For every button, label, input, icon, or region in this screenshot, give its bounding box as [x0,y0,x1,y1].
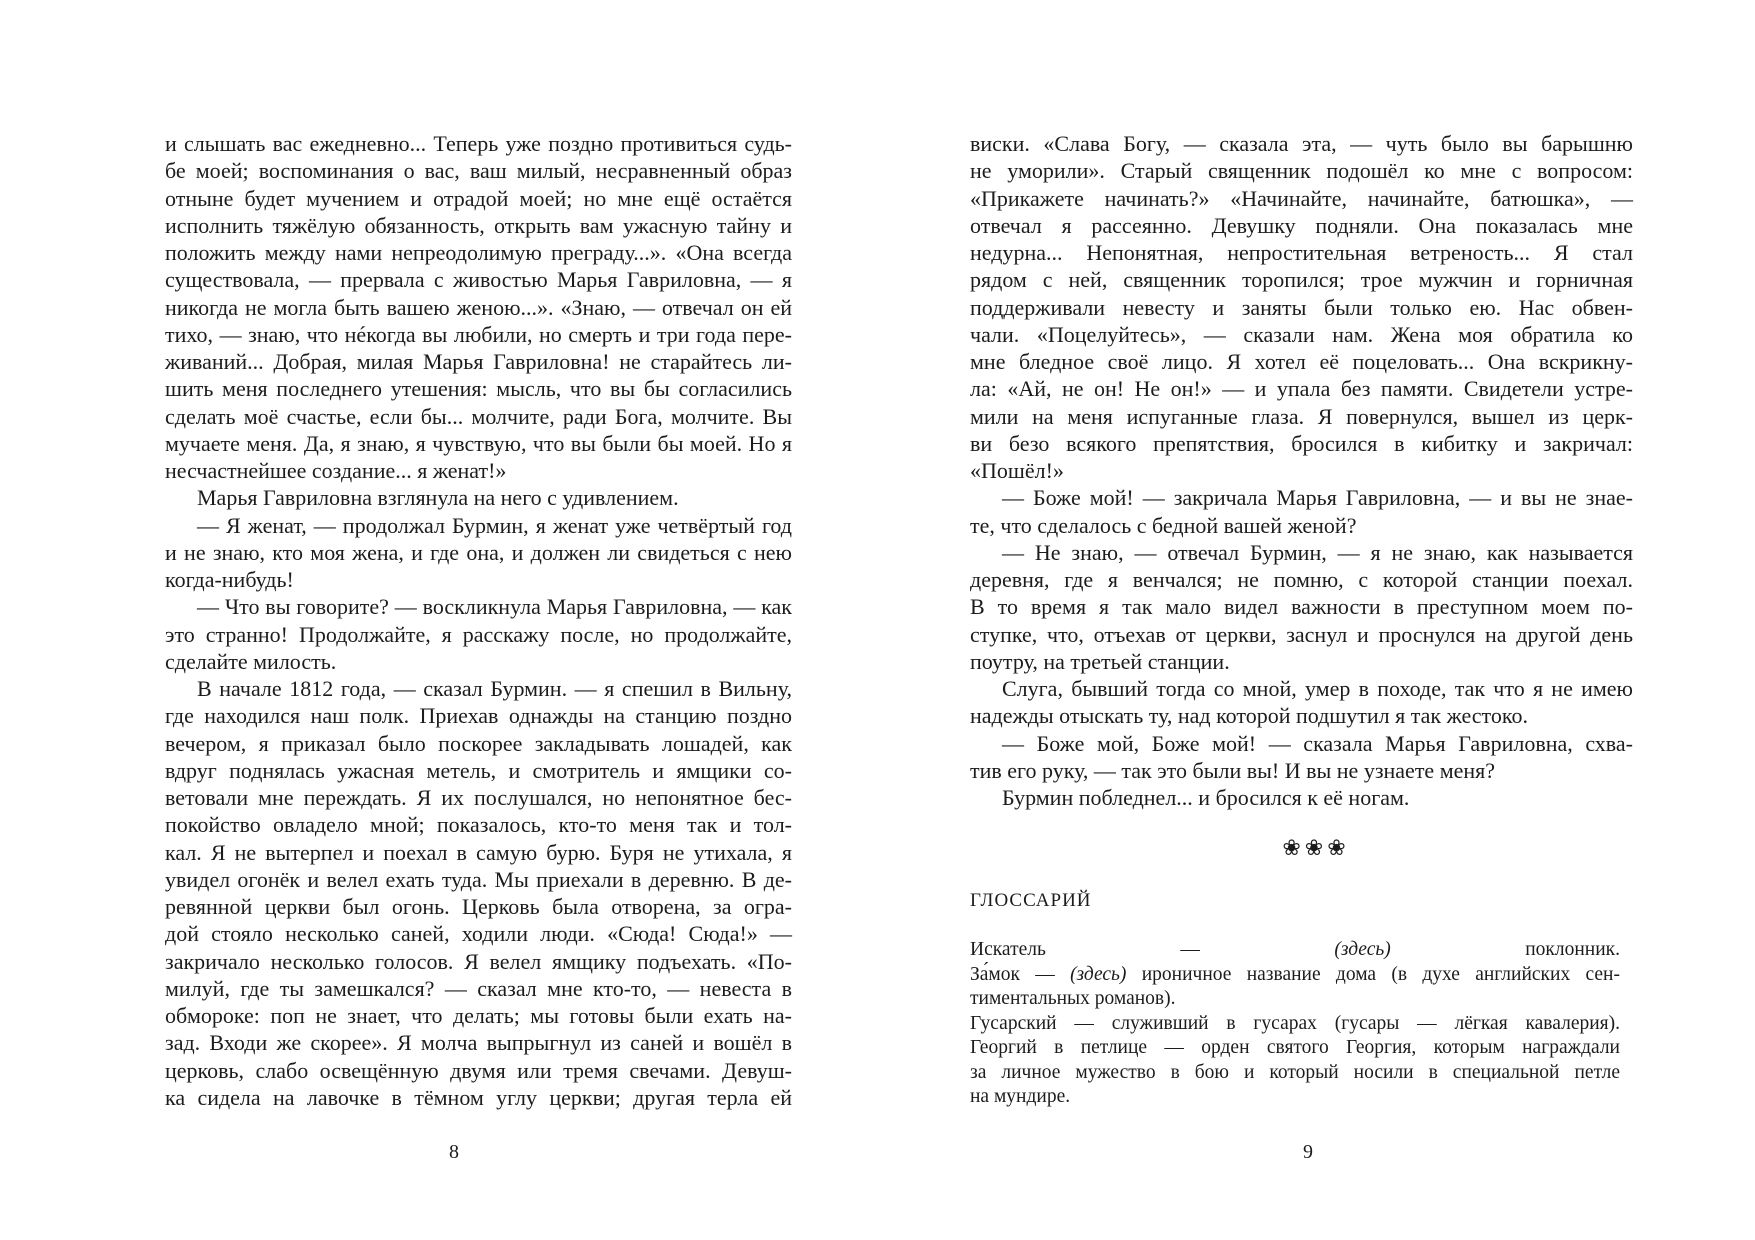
glossary-line: тиментальных романов). [970,988,1176,1009]
text-line: ви безо всякого препятствия, бросился в кибитку и закричал: [970,430,1633,456]
text-line: «Прикажете начинать?» «Начинайте, начинайте, батюшка», — [970,185,1633,211]
text-line: церковь, слабо освещённую двумя или тремя свечами. Девуш- [165,1057,792,1083]
text-line: В начале 1812 года, — сказал Бурмин. — я спешил в Вильну, [197,676,792,701]
text-line: надежды отыскать ту, над которой подшутил я так жестоко. [970,703,1528,729]
text-line: обмороке: поп не знает, что делать; мы готовы были ехать на- [165,1003,792,1028]
text-line: дой стояло несколько саней, ходили люди. «Сюда! Сюда!» — [165,921,792,947]
text-line: Марья Гавриловна взглянула на него с удивлением. [197,485,679,511]
right-page [877,0,1755,1240]
text-line: «Пошёл!» [970,458,1064,483]
glossary-line: Георгий в петлице — орден святого Георгия, которым награждали [970,1037,1620,1058]
text-line: — Что вы говорите? — воскликнула Марья Гавриловна, — как [197,594,792,620]
left-page-text [165,130,792,1111]
text-line: никогда не могла быть вашею женою...». «Знаю, — отвечал он ей [165,294,792,320]
right-page-text [970,130,1633,811]
text-line: сделайте милость. [165,648,337,674]
text-line: ступке, что, отъехав от церкви, заснул и проснулся на другой день [970,621,1633,647]
glossary-heading: ГЛОССАРИЙ [970,890,1092,911]
left-page [0,0,877,1240]
text-line: тив его руку, — так это были вы! И вы не узнаете меня? [970,757,1496,783]
text-line: сделать моё счастье, если бы... молчите, ради Бога, молчите. Вы [165,403,792,429]
text-line: исполнить тяжёлую обязанность, открыть вам ужасную тайну и [165,212,792,238]
glossary-line: За́мок — (здесь) ироничное название дома (в духе английских сен- [970,963,1620,985]
text-line: ла: «Ай, не он! Не он!» — и упала без памяти. Свидетели устре- [970,376,1633,402]
page-number: 9 [1303,1141,1313,1163]
text-line: поддерживали невесту и заняты были только ею. Нас обвен- [970,294,1633,320]
text-line: В то время я так мало видел важности в преступном моем по- [970,594,1633,620]
text-line: зад. Входи же скорее». Я молча выпрыгнул из саней и вошёл в [165,1030,792,1056]
text-line: отвечал я рассеянно. Девушку подняли. Она показалась мне [970,212,1633,238]
text-line: — Боже мой, Боже мой! — сказала Марья Гавриловна, схва- [1002,730,1633,756]
text-line: вдруг поднялась ужасная метель, и смотритель и ямщики со- [165,757,792,783]
text-line: мне бледное своё лицо. Я хотел её поцеловать... Она вскрикну- [970,349,1633,374]
text-line: мучаете меня. Да, я знаю, я чувствую, что вы были бы моей. Но я [165,430,792,456]
text-line: отныне будет мучением и отрадой моей; но мне ещё остаётся [165,185,792,211]
text-line: чали. «Поцелуйтесь», — сказали нам. Жена моя обратила ко [970,321,1633,347]
text-line: вечером, я приказал было поскорее закладывать лошадей, как [165,730,792,756]
text-line: деревня, где я венчался; не помню, с которой станции поехал. [970,567,1633,592]
text-line: поутру, на третьей станции. [970,648,1230,674]
text-line: мили на меня испуганные глаза. Я повернулся, вышел из церк- [970,403,1633,429]
text-line: Бурмин побледнел... и бросился к её ногам. [1002,785,1410,810]
text-line: кал. Я не вытерпел и поехал в самую бурю. Буря не утихала, я [165,839,792,865]
text-line: не уморили». Старый священник подошёл ко мне с вопросом: [970,158,1633,184]
text-line: ревянной церкви был огонь. Церковь была отворена, за огра- [165,894,792,919]
text-line: — Не знаю, — отвечал Бурмин, — я не знаю, как называется [1002,539,1633,565]
text-line: живаний... Добрая, милая Марья Гавриловна! не старайтесь ли- [165,349,792,374]
text-line: бе моей; воспоминания о вас, ваш милый, несравненный образ [165,158,792,184]
text-line: закричало несколько голосов. Я велел ямщику подъехать. «По- [165,948,792,974]
text-line: — Я женат, — продолжал Бурмин, я женат уже четвёртый год [197,512,792,538]
text-line: где находился наш полк. Приехав однажды на станцию поздно [165,703,792,729]
page-number: 8 [449,1141,459,1163]
text-line: существовала, — прервала с живостью Марья Гавриловна, — я [165,267,792,293]
text-line: увидел огонёк и велел ехать туда. Мы приехали в деревню. В де- [165,866,792,892]
text-line: это странно! Продолжайте, я расскажу после, но продолжайте, [165,621,792,647]
text-line: рядом с ней, священник торопился; трое мужчин и горничная [970,267,1633,293]
text-line: покойство овладело мной; показалось, кто-то меня так и тол- [165,812,792,838]
text-line: недурна... Непонятная, непростительная ветреность... Я стал [970,240,1633,265]
glossary-line: Гусарский — служивший в гусарах (гусары — лёгкая кавалерия). [970,1012,1620,1034]
text-line: виски. «Слава Богу, — сказала эта, — чуть было вы барышню [970,131,1633,156]
text-line: те, что сделалось с бедной вашей женой? [970,512,1357,538]
text-line: милуй, где ты замешкался? — сказал мне кто-то, — невеста в [165,975,792,1001]
glossary-line: Искатель — (здесь) поклонник. [970,939,1620,960]
text-line: положить между нами непреодолимую преграду...». «Она всегда [165,240,792,265]
text-line: Слуга, бывший тогда со мной, умер в походе, так что я не имею [1002,676,1633,701]
text-line: ветовали мне переждать. Я их послушался, но непонятное бес- [165,785,792,810]
text-line: когда-нибудь! [165,567,294,592]
glossary-list [970,938,1620,1110]
text-line: шить меня последнего утешения: мысль, что вы бы согласились [165,376,792,402]
text-line: и слышать вас ежедневно... Теперь уже поздно противиться судь- [165,131,792,156]
section-divider-flowers: ❀❀❀ [1282,836,1350,861]
text-line: и не знаю, кто моя жена, и где она, и должен ли свидеться с нею [165,539,792,565]
text-line: — Боже мой! — закричала Марья Гавриловна, — и вы не знае- [1002,485,1633,511]
glossary-line: на мундире. [970,1086,1071,1107]
glossary-line: за личное мужество в бою и который носили в специальной петле [970,1061,1620,1083]
text-line: ка сидела на лавочке в тёмном углу церкви; другая терла ей [165,1084,792,1110]
text-line: тихо, — знаю, что нéкогда вы любили, но смерть и три года пере- [165,321,792,347]
text-line: несчастнейшее создание... я женат!» [165,458,507,483]
